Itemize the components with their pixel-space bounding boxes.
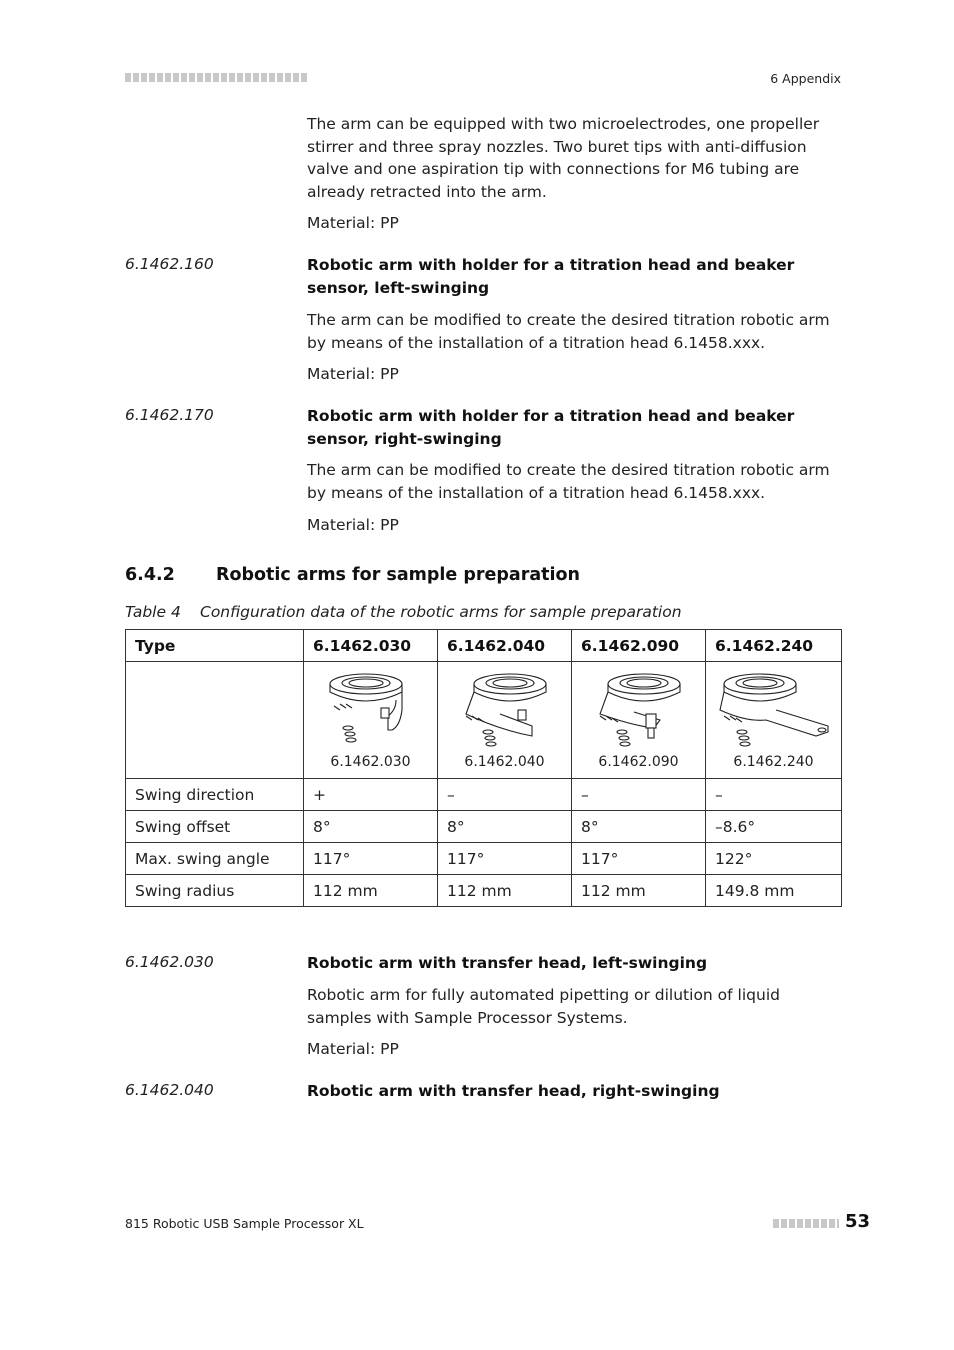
table-row [126, 875, 842, 907]
table-image-cell [572, 662, 706, 779]
entry-title: Robotic arm with transfer head, left-swinging [307, 954, 708, 972]
robotic-arm-040-image [460, 670, 550, 752]
robotic-arm-240-image [716, 670, 832, 752]
entry-material: Material: PP [307, 516, 399, 534]
table-cell: Swing offset [126, 811, 304, 843]
table-cell: – [572, 779, 706, 811]
entry-description: The arm can be modified to create the desired titration robotic arm by means of the installation of a titration head 6.1458.xxx. [307, 461, 830, 502]
table-row [126, 779, 842, 811]
table-cell: –8.6° [706, 811, 842, 843]
table-cell: 149.8 mm [706, 875, 842, 907]
table-header-cell: 6.1462.040 [438, 630, 572, 662]
intro-paragraph: The arm can be equipped with two microelectrodes, one propeller stirrer and three spray nozzles. Two buret tips with anti-diffusion valve and one aspiration tip with connections for M6 tubing are already retracted into the arm. [307, 115, 820, 201]
table-cell: 112 mm [438, 875, 572, 907]
page-number: 53 [845, 1211, 871, 1232]
table-cell: Max. swing angle [126, 843, 304, 875]
entry-material: Material: PP [307, 365, 399, 383]
entry-description: Robotic arm for fully automated pipetting or dilution of liquid samples with Sample Processor Systems. [307, 986, 780, 1027]
table-cell: 117° [304, 843, 438, 875]
entry-material: Material: PP [307, 1040, 399, 1058]
header-decoration [125, 73, 307, 82]
table-cell: 8° [438, 811, 572, 843]
table-image-cell [304, 662, 438, 779]
entry-title: Robotic arm with transfer head, right-swinging [307, 1082, 720, 1100]
table-caption-label: Table 4 [125, 603, 181, 621]
table-cell: 122° [706, 843, 842, 875]
table-header-cell: Type [126, 630, 304, 662]
image-caption: 6.1462.040 [464, 754, 545, 770]
image-caption: 6.1462.030 [330, 754, 411, 770]
table-cell [126, 662, 304, 779]
image-caption: 6.1462.240 [733, 754, 814, 770]
table-image-cell [706, 662, 842, 779]
section-number: 6.4.2 [125, 565, 175, 585]
table-cell: 8° [304, 811, 438, 843]
entry-code: 6.1462.030 [125, 953, 214, 971]
table-caption [125, 603, 682, 621]
entry-code: 6.1462.040 [125, 1081, 214, 1099]
entry-title: Robotic arm with holder for a titration head and beaker sensor, left-swinging [307, 256, 795, 297]
footer-decoration [773, 1219, 839, 1228]
entry-description: The arm can be modified to create the desired titration robotic arm by means of the installation of a titration head 6.1458.xxx. [307, 311, 830, 352]
table-cell: 8° [572, 811, 706, 843]
table-row [126, 811, 842, 843]
section-title: Robotic arms for sample preparation [216, 565, 581, 585]
table-cell: 112 mm [572, 875, 706, 907]
entry-code: 6.1462.160 [125, 255, 214, 273]
entry-title: Robotic arm with holder for a titration head and beaker sensor, right-swinging [307, 407, 795, 448]
robotic-arm-090-image [594, 670, 684, 752]
intro-material: Material: PP [307, 214, 399, 232]
config-table [125, 629, 842, 907]
table-row [126, 843, 842, 875]
header-section-label: 6 Appendix [770, 71, 841, 86]
table-header-row [126, 630, 842, 662]
table-image-cell [438, 662, 572, 779]
table-image-row [126, 662, 842, 779]
image-caption: 6.1462.090 [598, 754, 679, 770]
table-header-cell: 6.1462.090 [572, 630, 706, 662]
entry-code: 6.1462.170 [125, 406, 214, 424]
footer-product-name: 815 Robotic USB Sample Processor XL [125, 1216, 364, 1231]
table-cell: + [304, 779, 438, 811]
table-cell: – [706, 779, 842, 811]
table-cell: 117° [572, 843, 706, 875]
table-caption-text: Configuration data of the robotic arms for sample preparation [200, 603, 682, 621]
table-cell: Swing radius [126, 875, 304, 907]
table-header-cell: 6.1462.030 [304, 630, 438, 662]
table-cell: – [438, 779, 572, 811]
table-header-cell: 6.1462.240 [706, 630, 842, 662]
table-cell: 117° [438, 843, 572, 875]
table-cell: 112 mm [304, 875, 438, 907]
table-cell: Swing direction [126, 779, 304, 811]
robotic-arm-030-image [326, 670, 416, 752]
